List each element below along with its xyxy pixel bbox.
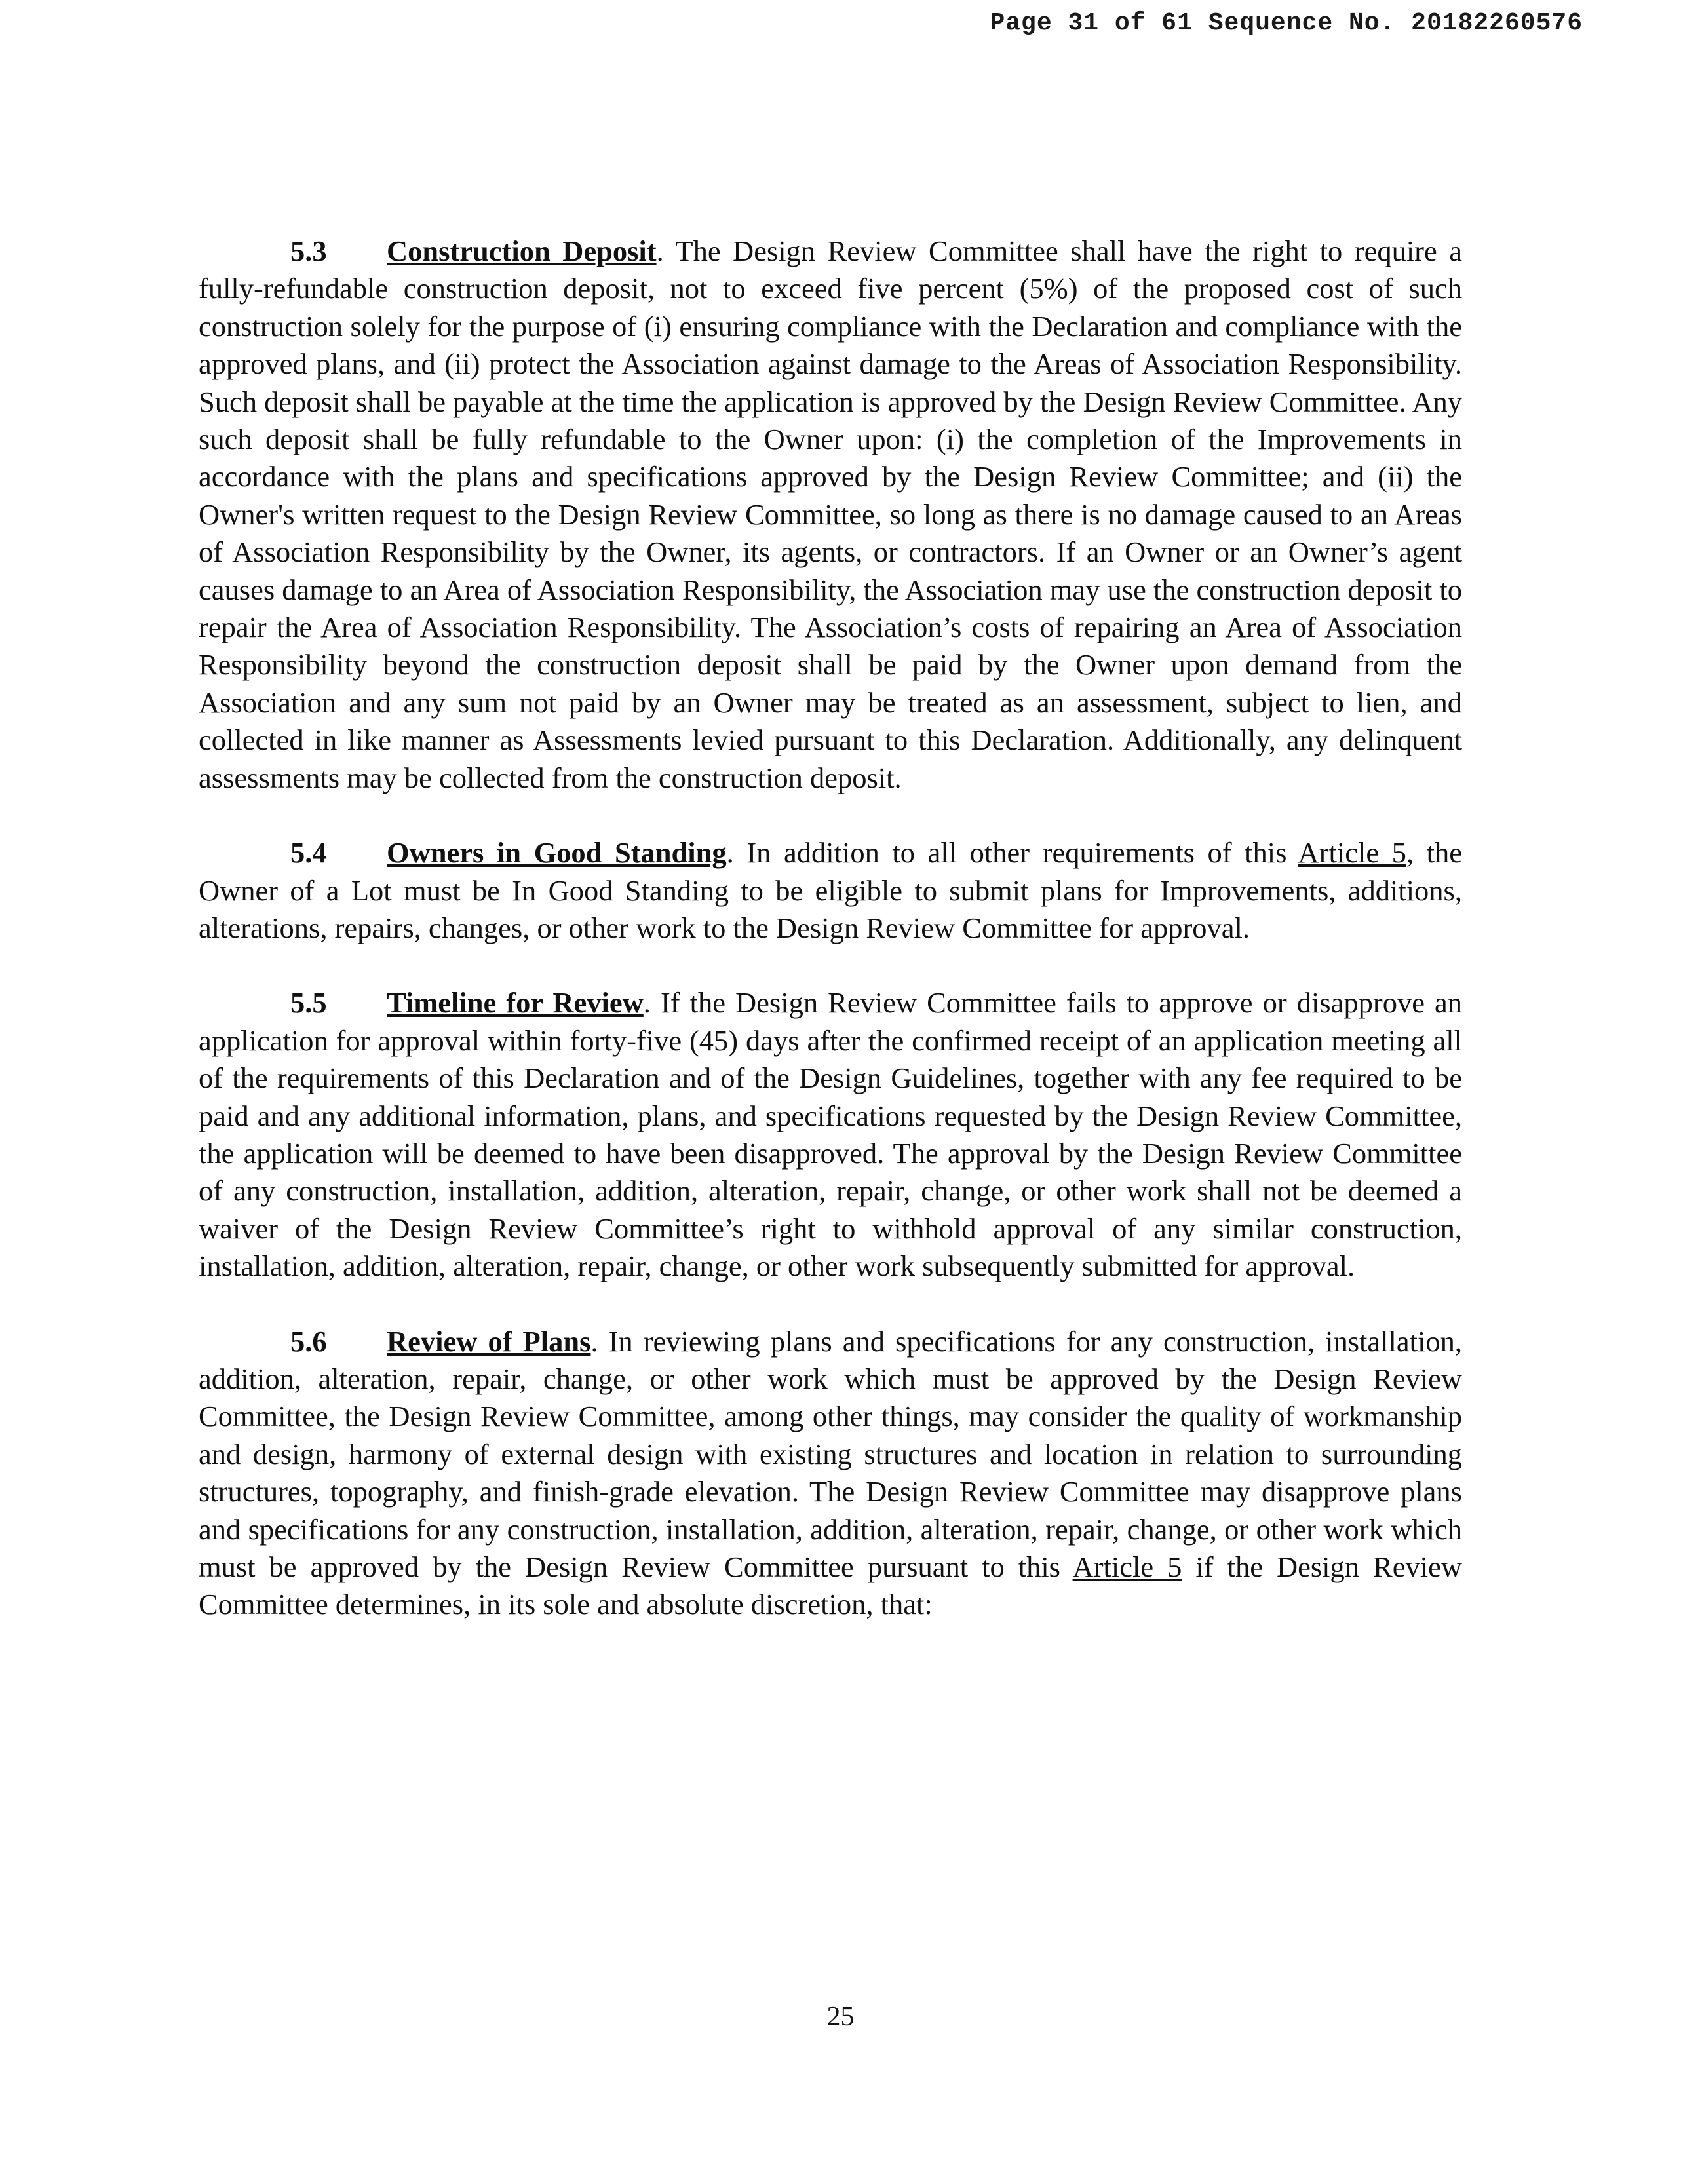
section-number: 5.5 <box>290 986 327 1020</box>
section-body: In reviewing plans and specifications for any construction, installation, addition, alteration, repair, change, or other work which must be approved by the Design Review Committee, the Design Review Committee, among other things, may consider the quality of workmanship and design, harmony of external design with existing structures and location in relation to surrounding structures, topography, and finish-grade elevation. The Design Review Committee may disapprove plans and specifications for any construction, installation, addition, alteration, repair, change, or other work which must be approved by the Design Review Committee pursuant to this <box>199 1324 1462 1583</box>
section-5-3 <box>199 233 1462 797</box>
section-body: In addition to all other requirements of this <box>733 836 1298 870</box>
section-title-suffix: . <box>726 836 734 870</box>
section-number: 5.6 <box>290 1324 327 1358</box>
article-reference: Article 5 <box>1298 836 1406 870</box>
section-title-suffix: . <box>590 1324 598 1358</box>
section-5-4 <box>199 834 1462 947</box>
section-title: Owners in Good Standing <box>387 836 727 870</box>
page-number: 25 <box>826 2002 855 2032</box>
section-title: Timeline for Review <box>387 986 644 1020</box>
section-body: If the Design Review Committee fails to approve or disapprove an application for approval within forty-five (45) days after the confirmed receipt of an application meeting all of the requirements of this Declaration and of the Design Guidelines, together with any fee required to be paid and any additional information, plans, and specifications requested by the Design Review Committee, the application will be deemed to have been disapproved. The approval by the Design Review Committee of any construction, installation, addition, alteration, repair, change, or other work shall not be deemed a waiver of the Design Review Committee’s right to withhold approval of any similar construction, installation, addition, alteration, repair, change, or other work subsequently submitted for approval. <box>199 986 1462 1283</box>
document-body <box>199 233 1462 1624</box>
section-body: The Design Review Committee shall have the right to require a fully-refundable construction deposit, not to exceed five percent (5%) of the proposed cost of such construction solely for the purpose of (i) ensuring compliance with the Declaration and compliance with the approved plans, and (ii) protect the Association against damage to the Areas of Association Responsibility. Such deposit shall be payable at the time the application is approved by the Design Review Committee. Any such deposit shall be fully refundable to the Owner upon: (i) the completion of the Improvements in accordance with the plans and specifications approved by the Design Review Committee; and (ii) the Owner's written request to the Design Review Committee, so long as there is no damage caused to an Areas of Association Responsibility by the Owner, its agents, or contractors. If an Owner or an Owner’s agent causes damage to an Area of Association Responsibility, the Association may use the construction deposit to repair the Area of Association Responsibility. The Association’s costs of repairing an Area of Association Responsibility beyond the construction deposit shall be paid by the Owner upon demand from the Association and any sum not paid by an Owner may be treated as an assessment, subject to lien, and collected in like manner as Assessments levied pursuant to this Declaration. Additionally, any delinquent assessments may be collected from the construction deposit. <box>199 235 1462 794</box>
section-title-suffix: . <box>656 235 664 267</box>
section-title-suffix: . <box>643 986 651 1020</box>
section-title: Review of Plans <box>387 1324 591 1358</box>
section-title: Construction Deposit <box>387 235 657 267</box>
section-body-continued: , the Owner of a Lot must be In Good Standing to be eligible to submit plans for Improvements, additions, alterations, repairs, changes, or other work to the Design Review Committee for approval. <box>199 836 1462 944</box>
section-number: 5.4 <box>290 836 327 870</box>
page-header: Page 31 of 61 Sequence No. 20182260576 <box>990 9 1583 37</box>
section-body-continued: if the Design Review Committee determines, in its sole and absolute discretion, that: <box>199 1550 1462 1621</box>
section-number: 5.3 <box>290 235 327 267</box>
section-5-5 <box>199 984 1462 1285</box>
section-5-6 <box>199 1323 1462 1624</box>
article-reference: Article 5 <box>1072 1550 1182 1583</box>
